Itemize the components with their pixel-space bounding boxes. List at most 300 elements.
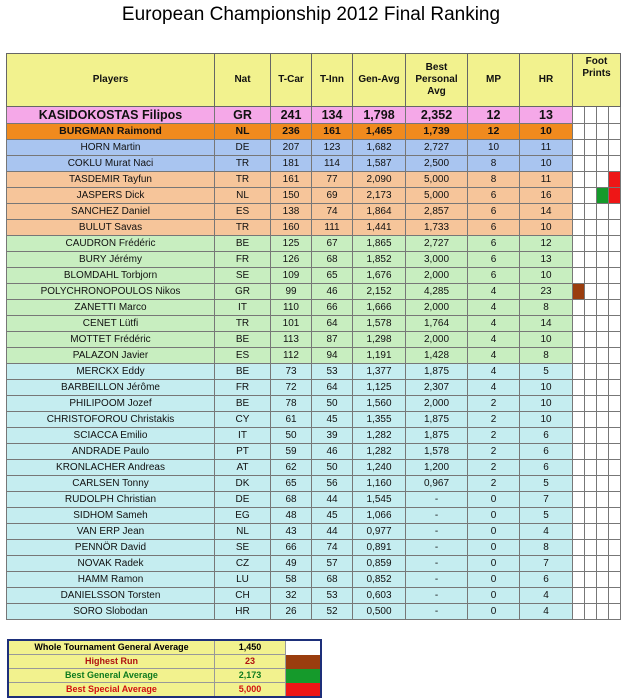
footprint-cell: [597, 540, 609, 556]
footprint-cell: [585, 140, 597, 156]
cell-nat: CH: [215, 588, 271, 604]
footprint-cell: [597, 284, 609, 300]
footprint-cell: [573, 604, 585, 620]
table-row: [7, 380, 621, 396]
cell-tinn: 74: [312, 540, 353, 556]
footprint-cell: [597, 348, 609, 364]
summary-label: Whole Tournament General Average: [8, 640, 215, 655]
footprint-cell: [573, 460, 585, 476]
footprint-cell: [609, 316, 621, 332]
cell-tinn: 46: [312, 284, 353, 300]
footprint-cell: [585, 172, 597, 188]
cell-mp: 0: [468, 508, 520, 524]
cell-hr: 13: [520, 252, 573, 268]
cell-genavg: 0,977: [353, 524, 406, 540]
footprint-cell: [609, 364, 621, 380]
footprint-cell: [609, 492, 621, 508]
table-header-row: [7, 54, 621, 107]
cell-mp: 2: [468, 476, 520, 492]
footprint-cell: [573, 220, 585, 236]
cell-tcar: 99: [271, 284, 312, 300]
footprint-cell: [585, 220, 597, 236]
cell-nat: TR: [215, 316, 271, 332]
cell-hr: 14: [520, 204, 573, 220]
cell-name: HORN Martin: [7, 140, 215, 156]
footprint-cell: [597, 588, 609, 604]
cell-name: KASIDOKOSTAS Filipos: [7, 107, 215, 124]
cell-name: CHRISTOFOROU Christakis: [7, 412, 215, 428]
cell-hr: 6: [520, 428, 573, 444]
table-row: [7, 588, 621, 604]
cell-name: SANCHEZ Daniel: [7, 204, 215, 220]
cell-mp: 4: [468, 316, 520, 332]
footprint-cell: [573, 348, 585, 364]
header-nat: Nat: [215, 54, 271, 107]
cell-hr: 4: [520, 588, 573, 604]
cell-tcar: 161: [271, 172, 312, 188]
cell-tcar: 109: [271, 268, 312, 284]
footprint-cell: [585, 460, 597, 476]
cell-tinn: 66: [312, 300, 353, 316]
cell-tinn: 46: [312, 444, 353, 460]
cell-genavg: 2,152: [353, 284, 406, 300]
cell-best: 2,000: [406, 268, 468, 284]
cell-genavg: 1,682: [353, 140, 406, 156]
cell-nat: CY: [215, 412, 271, 428]
cell-genavg: 1,441: [353, 220, 406, 236]
cell-nat: TR: [215, 156, 271, 172]
cell-tcar: 62: [271, 460, 312, 476]
footprint-cell: [597, 204, 609, 220]
footprint-cell: [609, 604, 621, 620]
cell-mp: 2: [468, 444, 520, 460]
cell-tcar: 72: [271, 380, 312, 396]
footprint-cell: [585, 572, 597, 588]
cell-tcar: 150: [271, 188, 312, 204]
cell-hr: 14: [520, 316, 573, 332]
cell-genavg: 1,160: [353, 476, 406, 492]
footprint-cell: [597, 412, 609, 428]
cell-tinn: 45: [312, 508, 353, 524]
footprint-cell: [585, 428, 597, 444]
summary-value: 23: [215, 655, 286, 669]
table-row: [7, 156, 621, 172]
footprint-cell: [573, 396, 585, 412]
cell-best: 5,000: [406, 172, 468, 188]
cell-nat: BE: [215, 332, 271, 348]
footprint-cell: [573, 300, 585, 316]
footprint-cell: [585, 412, 597, 428]
footprint-cell: [585, 476, 597, 492]
cell-mp: 2: [468, 428, 520, 444]
cell-name: TASDEMIR Tayfun: [7, 172, 215, 188]
cell-name: BURY Jérémy: [7, 252, 215, 268]
cell-best: 2,857: [406, 204, 468, 220]
footprint-cell: [573, 156, 585, 172]
cell-tcar: 58: [271, 572, 312, 588]
footprint-cell: [573, 380, 585, 396]
cell-best: -: [406, 540, 468, 556]
cell-tcar: 160: [271, 220, 312, 236]
table-row: [7, 124, 621, 140]
footprint-cell: [573, 444, 585, 460]
cell-genavg: 1,465: [353, 124, 406, 140]
cell-mp: 12: [468, 107, 520, 124]
footprint-cell: [609, 236, 621, 252]
footprint-cell: [609, 444, 621, 460]
cell-nat: BE: [215, 396, 271, 412]
header-genavg: Gen-Avg: [353, 54, 406, 107]
cell-tcar: 26: [271, 604, 312, 620]
table-row: [7, 300, 621, 316]
cell-genavg: 1,545: [353, 492, 406, 508]
cell-tinn: 68: [312, 252, 353, 268]
cell-nat: GR: [215, 284, 271, 300]
cell-genavg: 0,603: [353, 588, 406, 604]
cell-name: CAUDRON Frédéric: [7, 236, 215, 252]
cell-tinn: 50: [312, 460, 353, 476]
footprint-cell: [585, 556, 597, 572]
footprint-cell: [573, 252, 585, 268]
cell-name: ZANETTI Marco: [7, 300, 215, 316]
ranking-body: [7, 107, 621, 620]
cell-nat: HR: [215, 604, 271, 620]
cell-best: 1,875: [406, 412, 468, 428]
cell-name: SORO Slobodan: [7, 604, 215, 620]
ranking-table: [6, 53, 621, 620]
footprint-cell: [585, 396, 597, 412]
cell-tinn: 53: [312, 588, 353, 604]
cell-genavg: 1,066: [353, 508, 406, 524]
cell-best: 5,000: [406, 188, 468, 204]
cell-name: RUDOLPH Christian: [7, 492, 215, 508]
footprint-cell: [609, 268, 621, 284]
cell-name: KRONLACHER Andreas: [7, 460, 215, 476]
cell-tinn: 50: [312, 396, 353, 412]
cell-tinn: 64: [312, 380, 353, 396]
cell-tcar: 66: [271, 540, 312, 556]
table-row: [7, 364, 621, 380]
cell-tinn: 57: [312, 556, 353, 572]
footprint-cell: [597, 268, 609, 284]
footprint-cell: [597, 252, 609, 268]
cell-hr: 4: [520, 604, 573, 620]
cell-hr: 13: [520, 107, 573, 124]
cell-name: COKLU Murat Naci: [7, 156, 215, 172]
table-row: [7, 268, 621, 284]
cell-mp: 6: [468, 204, 520, 220]
cell-hr: 4: [520, 524, 573, 540]
cell-genavg: 1,578: [353, 316, 406, 332]
cell-best: 2,500: [406, 156, 468, 172]
cell-tcar: 112: [271, 348, 312, 364]
cell-tinn: 67: [312, 236, 353, 252]
footprint-cell: [609, 124, 621, 140]
cell-tcar: 49: [271, 556, 312, 572]
cell-nat: BE: [215, 364, 271, 380]
cell-name: MOTTET Frédéric: [7, 332, 215, 348]
footprint-marker-brown: [573, 284, 585, 300]
footprint-cell: [585, 588, 597, 604]
cell-tcar: 207: [271, 140, 312, 156]
footprint-cell: [609, 556, 621, 572]
table-row: [7, 492, 621, 508]
cell-best: 1,200: [406, 460, 468, 476]
table-row: [7, 476, 621, 492]
cell-tinn: 87: [312, 332, 353, 348]
footprint-cell: [609, 252, 621, 268]
footprint-cell: [597, 508, 609, 524]
cell-tcar: 138: [271, 204, 312, 220]
cell-nat: TR: [215, 172, 271, 188]
footprint-cell: [609, 412, 621, 428]
cell-genavg: 1,587: [353, 156, 406, 172]
summary-swatch-brown_marker: [286, 655, 322, 669]
cell-nat: DE: [215, 492, 271, 508]
cell-tinn: 74: [312, 204, 353, 220]
footprint-cell: [573, 588, 585, 604]
footprint-cell: [573, 524, 585, 540]
cell-tcar: 236: [271, 124, 312, 140]
footprint-cell: [585, 252, 597, 268]
footprint-cell: [573, 364, 585, 380]
cell-genavg: 1,282: [353, 428, 406, 444]
table-row: [7, 444, 621, 460]
header-tinn: T-Inn: [312, 54, 353, 107]
cell-genavg: 1,666: [353, 300, 406, 316]
table-row: [7, 316, 621, 332]
header-best-line3: Avg: [427, 86, 446, 97]
footprint-cell: [585, 204, 597, 220]
cell-hr: 8: [520, 300, 573, 316]
cell-hr: 6: [520, 572, 573, 588]
cell-mp: 8: [468, 156, 520, 172]
cell-mp: 0: [468, 588, 520, 604]
table-row: [7, 284, 621, 300]
header-foot-line1: Foot: [585, 56, 608, 67]
footprint-cell: [585, 236, 597, 252]
cell-mp: 2: [468, 460, 520, 476]
cell-best: 2,000: [406, 300, 468, 316]
cell-genavg: 1,298: [353, 332, 406, 348]
cell-hr: 5: [520, 476, 573, 492]
footprint-cell: [585, 380, 597, 396]
cell-best: 1,875: [406, 428, 468, 444]
cell-nat: IT: [215, 300, 271, 316]
cell-hr: 11: [520, 172, 573, 188]
cell-nat: SE: [215, 540, 271, 556]
cell-name: PENNÖR David: [7, 540, 215, 556]
cell-nat: FR: [215, 380, 271, 396]
cell-genavg: 1,240: [353, 460, 406, 476]
footprint-cell: [609, 204, 621, 220]
header-foot-prints: [573, 54, 621, 107]
cell-genavg: 1,355: [353, 412, 406, 428]
footprint-cell: [573, 572, 585, 588]
cell-best: 3,000: [406, 252, 468, 268]
footprint-cell: [585, 348, 597, 364]
footprint-cell: [609, 156, 621, 172]
cell-mp: 12: [468, 124, 520, 140]
cell-best: 2,000: [406, 332, 468, 348]
footprint-cell: [585, 156, 597, 172]
table-row: [7, 140, 621, 156]
cell-tinn: 65: [312, 268, 353, 284]
footprint-cell: [597, 476, 609, 492]
footprint-cell: [585, 492, 597, 508]
cell-best: 1,578: [406, 444, 468, 460]
cell-tinn: 161: [312, 124, 353, 140]
cell-best: 1,733: [406, 220, 468, 236]
cell-name: POLYCHRONOPOULOS Nikos: [7, 284, 215, 300]
footprint-cell: [573, 316, 585, 332]
cell-tcar: 59: [271, 444, 312, 460]
cell-tcar: 65: [271, 476, 312, 492]
summary-value: 5,000: [215, 683, 286, 698]
cell-best: 1,764: [406, 316, 468, 332]
cell-tcar: 110: [271, 300, 312, 316]
footprint-cell: [609, 508, 621, 524]
cell-tcar: 48: [271, 508, 312, 524]
footprint-cell: [585, 508, 597, 524]
cell-tinn: 56: [312, 476, 353, 492]
cell-name: ANDRADE Paulo: [7, 444, 215, 460]
cell-genavg: 0,859: [353, 556, 406, 572]
footprint-cell: [573, 428, 585, 444]
footprint-cell: [585, 524, 597, 540]
cell-nat: IT: [215, 428, 271, 444]
footprint-cell: [597, 604, 609, 620]
cell-hr: 5: [520, 508, 573, 524]
footprint-cell: [585, 188, 597, 204]
header-players: Players: [7, 54, 215, 107]
table-row: [7, 428, 621, 444]
footprint-cell: [585, 284, 597, 300]
cell-best: -: [406, 524, 468, 540]
footprint-cell: [597, 396, 609, 412]
footprint-cell: [573, 332, 585, 348]
footprint-cell: [585, 316, 597, 332]
cell-genavg: 1,852: [353, 252, 406, 268]
footprint-cell: [597, 460, 609, 476]
footprint-cell: [573, 268, 585, 284]
cell-hr: 5: [520, 364, 573, 380]
footprint-cell: [609, 524, 621, 540]
cell-mp: 0: [468, 604, 520, 620]
footprint-cell: [597, 492, 609, 508]
cell-nat: LU: [215, 572, 271, 588]
cell-nat: ES: [215, 348, 271, 364]
cell-name: PALAZON Javier: [7, 348, 215, 364]
cell-tcar: 78: [271, 396, 312, 412]
cell-name: SIDHOM Sameh: [7, 508, 215, 524]
cell-mp: 4: [468, 284, 520, 300]
cell-tcar: 61: [271, 412, 312, 428]
footprint-cell: [597, 107, 609, 124]
cell-nat: NL: [215, 524, 271, 540]
footprint-cell: [597, 316, 609, 332]
cell-genavg: 2,090: [353, 172, 406, 188]
cell-mp: 6: [468, 220, 520, 236]
cell-mp: 6: [468, 236, 520, 252]
cell-tinn: 134: [312, 107, 353, 124]
cell-genavg: 1,125: [353, 380, 406, 396]
header-best-line1: Best: [425, 62, 448, 73]
cell-mp: 4: [468, 364, 520, 380]
header-foot-line2: Prints: [582, 68, 611, 79]
summary-label: Highest Run: [8, 655, 215, 669]
cell-name: SCIACCA Emilio: [7, 428, 215, 444]
table-row: [7, 348, 621, 364]
cell-tcar: 241: [271, 107, 312, 124]
summary-value: 1,450: [215, 640, 286, 655]
footprint-cell: [573, 412, 585, 428]
cell-best: 2,000: [406, 396, 468, 412]
footprint-cell: [573, 508, 585, 524]
footprint-cell: [573, 188, 585, 204]
table-row: [7, 540, 621, 556]
table-row: [7, 460, 621, 476]
table-row: [7, 508, 621, 524]
footprint-cell: [585, 604, 597, 620]
footprint-cell: [609, 572, 621, 588]
cell-name: CARLSEN Tonny: [7, 476, 215, 492]
cell-hr: 7: [520, 556, 573, 572]
table-row: [7, 572, 621, 588]
cell-tinn: 77: [312, 172, 353, 188]
footprint-cell: [573, 124, 585, 140]
cell-hr: 16: [520, 188, 573, 204]
footprint-cell: [585, 268, 597, 284]
cell-tcar: 43: [271, 524, 312, 540]
cell-hr: 10: [520, 124, 573, 140]
summary-swatch-red_marker: [286, 683, 322, 698]
cell-nat: BE: [215, 236, 271, 252]
cell-tinn: 64: [312, 316, 353, 332]
cell-best: 2,727: [406, 236, 468, 252]
cell-mp: 6: [468, 188, 520, 204]
cell-hr: 10: [520, 268, 573, 284]
footprint-cell: [609, 540, 621, 556]
cell-hr: 7: [520, 492, 573, 508]
table-row: [7, 236, 621, 252]
cell-hr: 11: [520, 140, 573, 156]
cell-mp: 0: [468, 524, 520, 540]
cell-name: MERCKX Eddy: [7, 364, 215, 380]
footprint-cell: [597, 172, 609, 188]
cell-tcar: 73: [271, 364, 312, 380]
summary-value: 2,173: [215, 669, 286, 683]
cell-name: VAN ERP Jean: [7, 524, 215, 540]
header-best-line2: Personal: [415, 74, 458, 85]
footprint-cell: [597, 444, 609, 460]
footprint-cell: [573, 107, 585, 124]
footprint-cell: [573, 236, 585, 252]
cell-tinn: 68: [312, 572, 353, 588]
header-hr: HR: [520, 54, 573, 107]
summary-swatch-empty: [286, 640, 322, 655]
summary-swatch-green_marker: [286, 669, 322, 683]
cell-nat: DK: [215, 476, 271, 492]
cell-genavg: 1,676: [353, 268, 406, 284]
footprint-cell: [609, 140, 621, 156]
cell-genavg: 1,865: [353, 236, 406, 252]
cell-name: PHILIPOOM Jozef: [7, 396, 215, 412]
cell-nat: SE: [215, 268, 271, 284]
footprint-cell: [609, 460, 621, 476]
footprint-cell: [609, 107, 621, 124]
cell-tinn: 44: [312, 524, 353, 540]
